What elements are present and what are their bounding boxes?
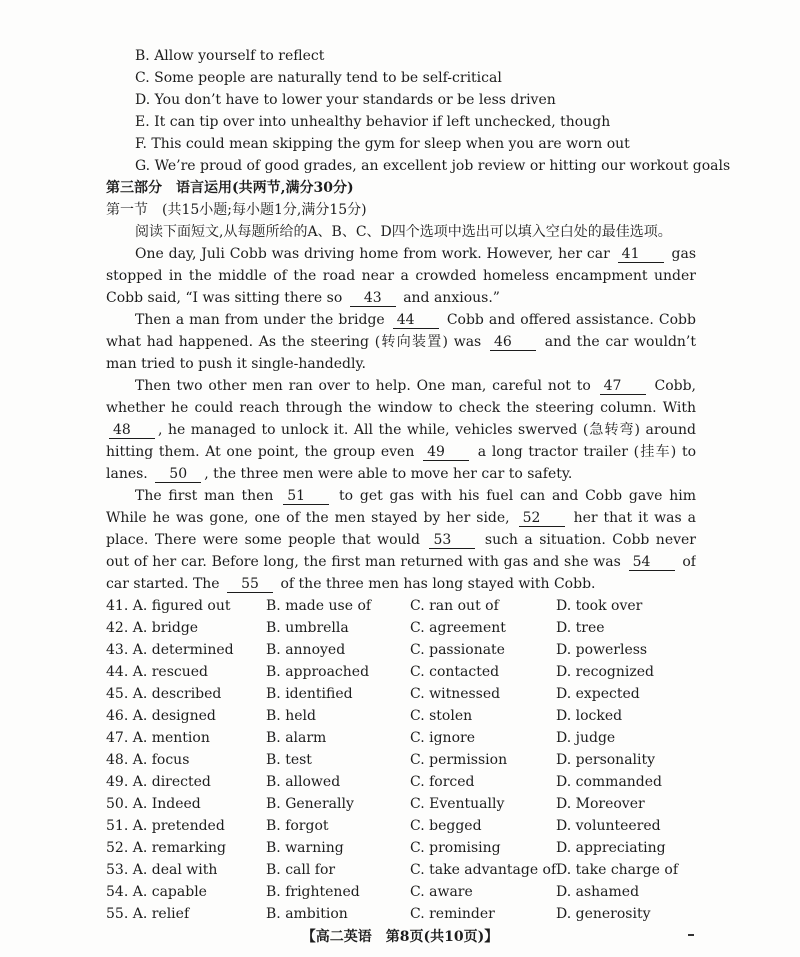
option-b[interactable]: B. ambition [266, 906, 348, 922]
option-a[interactable]: 51. A. pretended [106, 818, 225, 834]
option-d[interactable]: D. commanded [556, 774, 663, 790]
option-b[interactable]: B. identified [266, 686, 353, 702]
passage-line: Then two other men ran over to help. One man, careful not to 47 Cobb, [135, 378, 696, 394]
prev-option-f: F. This could mean skipping the gym for sleep when you are worn out [135, 136, 630, 152]
blank-48[interactable]: 48 [109, 422, 155, 439]
blank-51[interactable]: 51 [283, 488, 329, 505]
blank-47[interactable]: 47 [600, 378, 646, 395]
option-c[interactable]: C. stolen [410, 708, 473, 724]
option-c[interactable]: C. Eventually [410, 796, 505, 812]
option-a[interactable]: 49. A. directed [106, 774, 211, 790]
option-a[interactable]: 48. A. focus [106, 752, 190, 768]
passage-line: One day, Juli Cobb was driving home from work. However, her car 41 gas [135, 246, 696, 262]
option-b[interactable]: B. made use of [266, 598, 372, 614]
blank-41[interactable]: 41 [618, 246, 664, 263]
prev-option-d: D. You don’t have to lower your standards or be less driven [135, 92, 556, 108]
option-b[interactable]: B. approached [266, 664, 370, 680]
prev-option-b: B. Allow yourself to reflect [135, 48, 325, 64]
option-b[interactable]: B. call for [266, 862, 336, 878]
option-d[interactable]: D. took over [556, 598, 643, 614]
passage-line: whether he could reach through the window to check the steering column. With [106, 400, 696, 416]
passage-line: man tried to push it single-handedly. [106, 356, 366, 372]
passage-line: stopped in the middle of the road near a crowded homeless encampment under [106, 266, 696, 286]
blank-46[interactable]: 46 [490, 334, 536, 351]
option-d[interactable]: D. expected [556, 686, 640, 702]
option-c[interactable]: C. aware [410, 884, 473, 900]
option-a[interactable]: 44. A. rescued [106, 664, 208, 680]
option-b[interactable]: B. frightened [266, 884, 360, 900]
option-c[interactable]: C. promising [410, 840, 501, 856]
passage-line: car started. The 55 of the three men has long stayed with Cobb. [106, 576, 596, 592]
prev-option-e: E. It can tip over into unhealthy behavior if left unchecked, though [135, 114, 611, 130]
prev-option-c: C. Some people are naturally tend to be self-critical [135, 70, 502, 86]
passage-line: Cobb said, “I was sitting there so 43 and anxious.” [106, 290, 500, 306]
option-d[interactable]: D. recognized [556, 664, 654, 680]
option-b[interactable]: B. alarm [266, 730, 327, 746]
option-d[interactable]: D. appreciating [556, 840, 666, 856]
option-d[interactable]: D. ashamed [556, 884, 640, 900]
option-a[interactable]: 45. A. described [106, 686, 222, 702]
option-d[interactable]: D. Moreover [556, 796, 645, 812]
blank-43[interactable]: 43 [350, 290, 396, 307]
option-b[interactable]: B. allowed [266, 774, 341, 790]
option-d[interactable]: D. tree [556, 620, 605, 636]
corner-mark [688, 934, 694, 936]
blank-49[interactable]: 49 [423, 444, 469, 461]
option-d[interactable]: D. volunteered [556, 818, 661, 834]
option-d[interactable]: D. powerless [556, 642, 648, 658]
option-d[interactable]: D. locked [556, 708, 623, 724]
option-b[interactable]: B. umbrella [266, 620, 349, 636]
option-b[interactable]: B. warning [266, 840, 344, 856]
section-heading: 第三部分 语言运用(共两节,满分30分) [106, 180, 354, 196]
passage-line: out of her car. Before long, the first man returned with gas and she was 54 of [106, 554, 696, 570]
option-c[interactable]: C. take advantage of [410, 862, 557, 878]
section-instruction: 阅读下面短文,从每题所给的A、B、C、D四个选项中选出可以填入空白处的最佳选项。 [135, 224, 672, 240]
option-a[interactable]: 42. A. bridge [106, 620, 199, 636]
option-c[interactable]: C. witnessed [410, 686, 501, 702]
option-a[interactable]: 43. A. determined [106, 642, 234, 658]
option-b[interactable]: B. Generally [266, 796, 354, 812]
option-c[interactable]: C. contacted [410, 664, 500, 680]
option-c[interactable]: C. forced [410, 774, 475, 790]
passage-line: what had happened. As the steering (转向装置) was 46 and the car wouldn’t [106, 334, 696, 350]
passage-line: hitting them. At one point, the group even 49 a long tractor trailer (挂车) to [106, 444, 696, 460]
option-a[interactable]: 50. A. Indeed [106, 796, 201, 812]
option-d[interactable]: D. take charge of [556, 862, 679, 878]
blank-50[interactable]: 50 [155, 466, 201, 483]
option-a[interactable]: 55. A. relief [106, 906, 190, 922]
section-subheading: 第一节 (共15小题;每小题1分,满分15分) [106, 202, 367, 218]
option-b[interactable]: B. annoyed [266, 642, 346, 658]
option-d[interactable]: D. personality [556, 752, 656, 768]
blank-52[interactable]: 52 [519, 510, 565, 527]
passage-line: Then a man from under the bridge 44 Cobb and offered assistance. Cobb [135, 310, 696, 330]
option-a[interactable]: 47. A. mention [106, 730, 210, 746]
blank-53[interactable]: 53 [429, 532, 475, 549]
option-b[interactable]: B. test [266, 752, 312, 768]
passage-line: The first man then 51 to get gas with his fuel can and Cobb gave him [135, 488, 696, 504]
passage-line: lanes. 50 , the three men were able to move her car to safety. [106, 466, 573, 482]
option-c[interactable]: C. begged [410, 818, 482, 834]
blank-54[interactable]: 54 [629, 554, 675, 571]
option-c[interactable]: C. passionate [410, 642, 505, 658]
passage-line: place. There were some people that would 53 such a situation. Cobb never [106, 532, 696, 548]
option-a[interactable]: 53. A. deal with [106, 862, 218, 878]
option-b[interactable]: B. held [266, 708, 316, 724]
page-footer: 【高二英语 第8页(共10页)】 [301, 929, 499, 945]
prev-option-g: G. We’re proud of good grades, an excellent job review or hitting our workout goals [135, 158, 731, 174]
option-a[interactable]: 54. A. capable [106, 884, 207, 900]
option-d[interactable]: D. judge [556, 730, 616, 746]
option-c[interactable]: C. ignore [410, 730, 475, 746]
option-a[interactable]: 46. A. designed [106, 708, 216, 724]
option-d[interactable]: D. generosity [556, 906, 651, 922]
option-c[interactable]: C. ran out of [410, 598, 499, 614]
blank-44[interactable]: 44 [393, 312, 439, 329]
option-a[interactable]: 41. A. figured out [106, 598, 231, 614]
blank-55[interactable]: 55 [227, 576, 273, 593]
option-b[interactable]: B. forgot [266, 818, 329, 834]
option-c[interactable]: C. reminder [410, 906, 495, 922]
option-c[interactable]: C. agreement [410, 620, 506, 636]
passage-line: While he was gone, one of the men stayed by her side, 52 her that it was a [106, 510, 696, 526]
option-c[interactable]: C. permission [410, 752, 508, 768]
passage-line: 48 , he managed to unlock it. All the while, vehicles swerved (急转弯) around [106, 420, 696, 440]
option-a[interactable]: 52. A. remarking [106, 840, 226, 856]
